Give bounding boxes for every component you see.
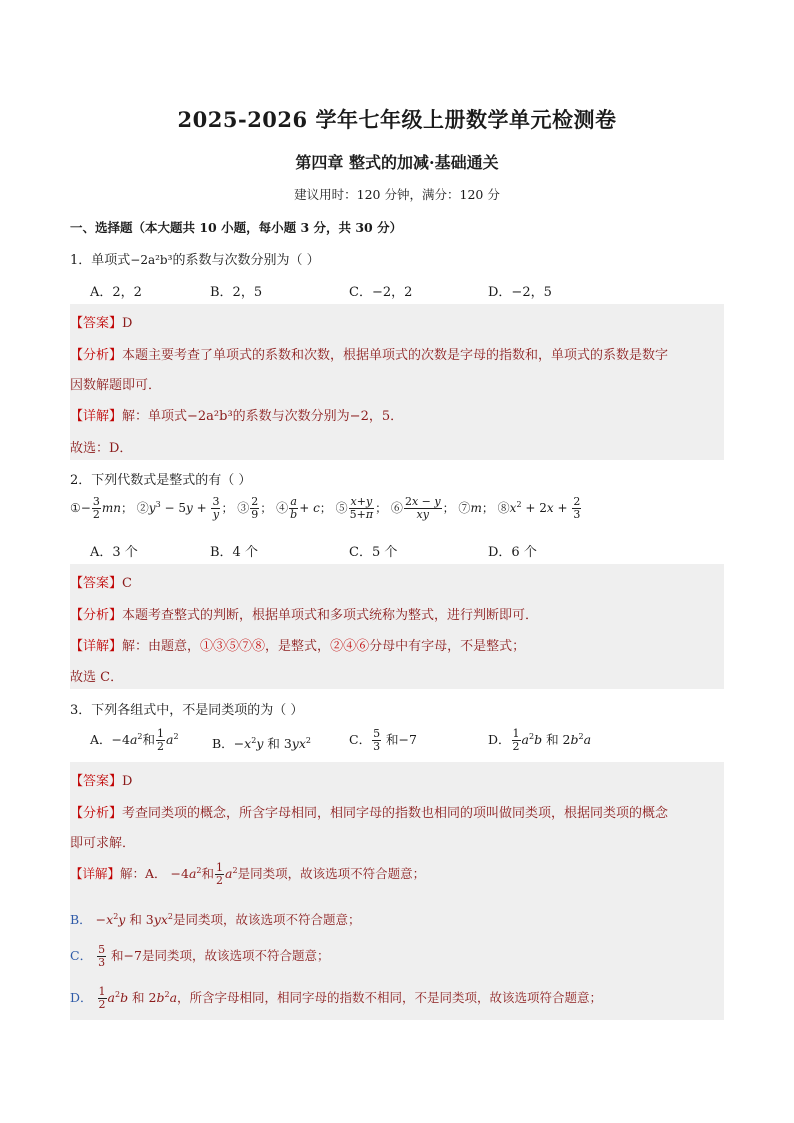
option-b[interactable]: B．$-x^2y$ 和 $3yx^2$	[212, 735, 312, 751]
analysis-continued: 因数解题即可．	[70, 378, 162, 393]
detail-line: 【详解】解：单项式−2a²b³的系数与次数分别为−2，5．	[70, 409, 404, 424]
option-b[interactable]: B．4 个	[210, 545, 258, 560]
option-a[interactable]: A．$-4a^2$和 $\frac{1}{2}$ $a^2$	[90, 727, 179, 753]
option-c[interactable]: C． $\frac{5}{3}$ 和−7	[349, 727, 417, 753]
detail-d: D． $\frac{1}{2}$ $a^2b$ 和 $2b^2a$，所含字母相同，相同字母的指数不相同，不是同类项，故该选项符合题意；	[70, 985, 603, 1011]
option-d[interactable]: D．−2，5	[488, 285, 552, 300]
question-3-solution	[70, 762, 724, 1020]
page-title: 2025-2026 学年七年级上册数学单元检测卷	[177, 107, 617, 132]
detail-a: 【详解】解：A． $-4a^2$和 $\frac{1}{2}$ $a^2$是同类项，故该选项不符合题意；	[70, 861, 426, 887]
detail-b: B． $-x^2y$ 和 $3yx^2$是同类项，故该选项不符合题意；	[70, 911, 361, 927]
question-2-solution	[70, 564, 724, 689]
option-a[interactable]: A．3 个	[90, 545, 138, 560]
detail-line: 【详解】解：由题意，①③⑤⑦⑧，是整式，②④⑥分母中有字母，不是整式；	[70, 639, 526, 654]
detail-c: C． $\frac{5}{3}$ 和−7是同类项，故该选项不符合题意；	[70, 943, 330, 969]
time-info: 建议用时：120 分钟，满分：120 分	[294, 187, 500, 202]
option-d[interactable]: D． $\frac{1}{2}$ $a^2b$ 和 $2b^2a$	[488, 727, 592, 753]
chapter-subtitle: 第四章 整式的加减·基础通关	[295, 153, 499, 172]
question-2-stem: 2．下列代数式是整式的有（ ）	[70, 473, 252, 488]
option-c[interactable]: C．5 个	[349, 545, 398, 560]
conclusion-line: 故选 C．	[70, 670, 124, 685]
section-heading: 一、选择题（本大题共 10 小题，每小题 3 分，共 30 分）	[70, 220, 403, 235]
question-1-stem: 1．单项式−2a²b³的系数与次数分别为（ ）	[70, 253, 320, 268]
analysis-line: 【分析】考查同类项的概念，所含字母相同，相同字母的指数也相同的项叫做同类项，根据同类项的概念	[70, 806, 669, 821]
option-c[interactable]: C．−2，2	[349, 285, 413, 300]
option-b[interactable]: B．2，5	[210, 285, 263, 300]
option-d[interactable]: D．6 个	[488, 545, 537, 560]
analysis-continued: 即可求解．	[70, 836, 136, 851]
question-3-options	[70, 722, 724, 758]
analysis-line: 【分析】本题主要考查了单项式的系数和次数，根据单项式的次数是字母的指数和，单项式的系数是数字	[70, 348, 669, 363]
question-2-expressions: ①− $\frac{3}{2}$ mn； $②y^3 - 5y$ + $\frac{3}{y}$ ； ③ $\frac{2}{9}$ ； ④ $\frac{a}{b}$ + c； ⑤ $\frac{x+y}{5+\pi}$ ； ⑥ $\frac{2x - y}{xy}$ ； ⑦m； $⑧x^2 + 2x$ + $\frac{2}{3}$	[70, 495, 581, 521]
conclusion-line: 故选：D．	[70, 441, 133, 456]
analysis-line: 【分析】本题考查整式的判断，根据单项式和多项式统称为整式，进行判断即可．	[70, 608, 539, 623]
question-3-stem: 3．下列各组式中，不是同类项的为（ ）	[70, 703, 304, 718]
answer-line: 【答案】C	[70, 576, 132, 591]
question-1-solution	[70, 304, 724, 460]
option-a[interactable]: A．2，2	[90, 285, 142, 300]
answer-line: 【答案】D	[70, 316, 133, 331]
answer-line: 【答案】D	[70, 774, 133, 789]
